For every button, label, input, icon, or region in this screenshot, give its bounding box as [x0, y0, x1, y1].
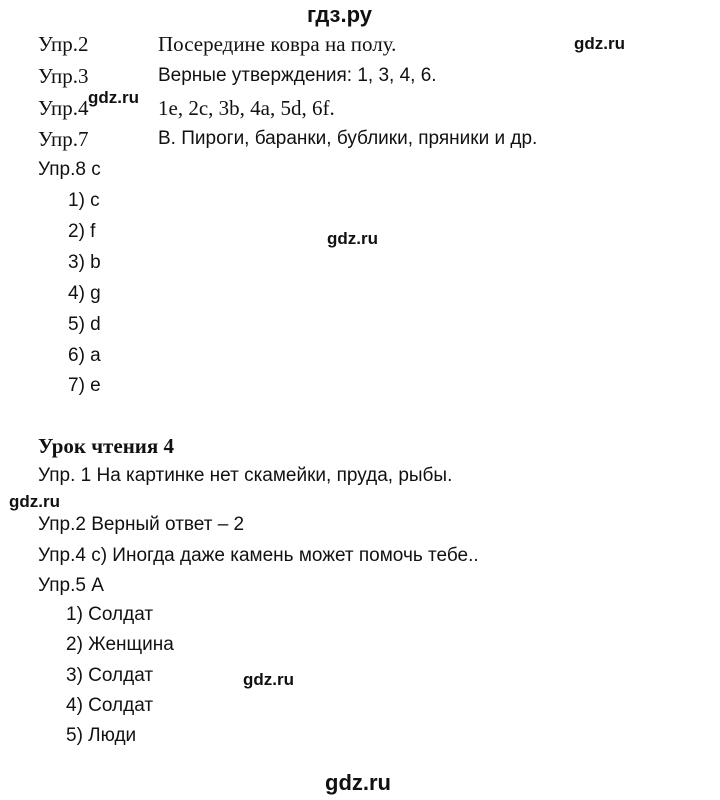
reading-ex5-item: 1) Солдат [66, 604, 154, 625]
watermark-left-mid: gdz.ru [9, 492, 60, 511]
ex8-item: 3) b [68, 252, 101, 273]
watermark-lower-mid: gdz.ru [243, 670, 294, 689]
reading-ex2: Упр.2 Верный ответ – 2 [38, 514, 245, 535]
ex8-item: 1) c [68, 190, 100, 211]
watermark-middle: gdz.ru [327, 229, 378, 248]
ex7-label: Упр.7 [38, 127, 89, 151]
reading-ex4: Упр.4 с) Иногда даже камень может помочь тебе.. [38, 545, 479, 566]
watermark-top-right: gdz.ru [574, 34, 625, 53]
reading-ex5-item: 5) Люди [66, 725, 137, 746]
watermark-near-ex3: gdz.ru [88, 88, 139, 107]
ex4-label: Упр.4 [38, 96, 89, 120]
ex8-item: 2) f [68, 221, 96, 242]
ex4-answer: 1e, 2c, 3b, 4a, 5d, 6f. [158, 96, 335, 120]
ex8-label: Упр.8 c [38, 159, 101, 180]
ex7-answer: B. Пироги, баранки, бублики, пряники и др. [158, 128, 538, 149]
reading-ex5-item: 2) Женщина [66, 634, 174, 655]
section-heading: Урок чтения 4 [38, 434, 175, 458]
watermark-bottom: gdz.ru [325, 770, 391, 795]
reading-ex5-item: 3) Солдат [66, 665, 154, 686]
ex8-item: 4) g [68, 283, 101, 304]
ex3-label: Упр.3 [38, 64, 89, 88]
ex8-item: 7) e [68, 375, 101, 396]
reading-ex5-item: 4) Солдат [66, 695, 154, 716]
ex2-answer: Посередине ковра на полу. [158, 32, 397, 56]
reading-ex5-label: Упр.5 А [38, 575, 104, 596]
ex8-item: 5) d [68, 314, 101, 335]
ex8-item: 6) a [68, 345, 101, 366]
reading-ex1: Упр. 1 На картинке нет скамейки, пруда, рыбы. [38, 465, 453, 486]
watermark-header: гдз.ру [307, 2, 372, 27]
ex2-label: Упр.2 [38, 32, 89, 56]
ex3-answer: Верные утверждения: 1, 3, 4, 6. [158, 65, 437, 86]
